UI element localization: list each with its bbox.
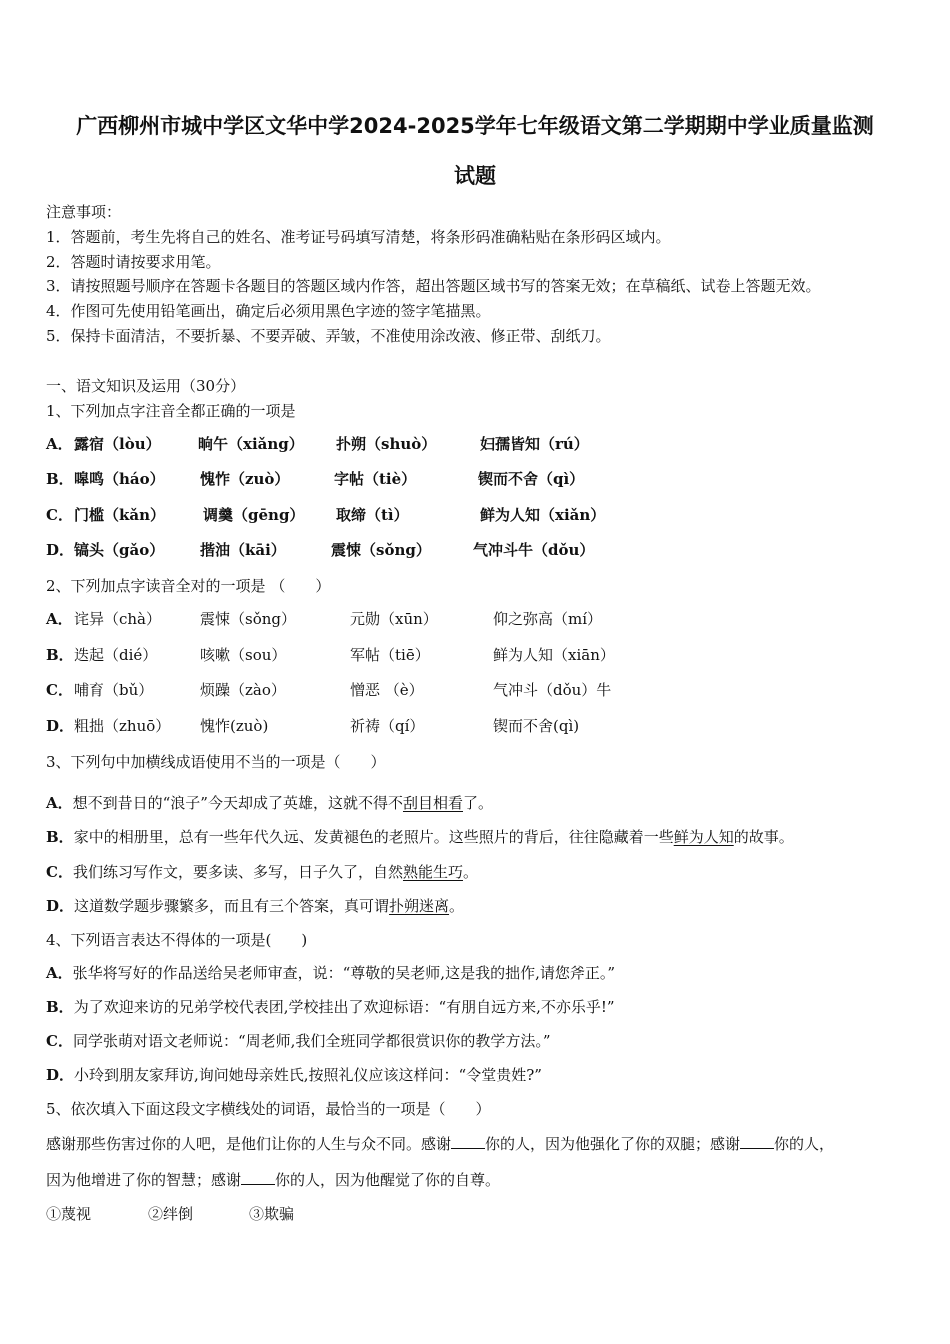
question-3-option-d [46,895,464,917]
question-5-passage-line-2 [46,1169,500,1191]
notice-item: 2．答题时请按要求用笔。 [46,253,221,271]
option-text-end: 。 [449,897,465,915]
option-text: 这道数学题步骤繁多，而且有三个答案，真可谓 [74,897,390,915]
option-text: 同学张萌对语文老师说：“周老师,我们全班同学都很赏识你的教学方法。” [72,1032,551,1050]
option-item: 元勋（xūn） [350,610,438,628]
option-item: 咳嗽（sou） [200,646,287,664]
underlined-idiom: 熟能生巧 [402,863,463,881]
option-label: A． [46,794,73,812]
option-item: 愧怍(zuò) [200,717,269,735]
option-text: 想不到昔日的“浪子”今天却成了英雄，这就不得不 [72,794,403,812]
passage-text: 因为他增进了你的智慧；感谢 [46,1171,242,1189]
option-text-end: 的故事。 [733,828,794,846]
choice-item: ③欺骗 [249,1205,295,1223]
option-label: B． [46,828,74,846]
option-item: 愧怍（zuò） [200,470,290,488]
fill-blank [451,1134,485,1149]
option-label: C． [46,1032,73,1050]
question-3-option-a [46,792,493,814]
option-label: D． [46,717,75,735]
option-item: 鲜为人知（xiān） [493,646,615,664]
question-3-stem: 3、下列句中加横线成语使用不当的一项是（ ） [46,753,386,771]
option-text: 我们练习写作文，要多读、多写，日子久了，自然 [72,863,403,881]
option-item: 镐头（gǎo） [74,541,165,559]
option-item: 扑朔（shuò） [336,435,437,453]
option-label: A． [46,610,73,628]
option-label: C． [46,681,73,699]
option-item: 震悚（sǒng） [331,541,431,559]
option-item: 锲而不舍（qì） [478,470,585,488]
underlined-idiom: 鲜为人知 [673,828,734,846]
passage-text: 你的人，因为他醒觉了你的自尊。 [275,1171,501,1189]
option-item: 锲而不舍(qì) [493,717,580,735]
question-4-option-c [46,1030,551,1052]
section-heading: 一、语文知识及运用（30分） [46,377,246,395]
option-label: B． [46,646,74,664]
option-item: 军帖（tiē） [350,646,430,664]
option-text: 为了欢迎来访的兄弟学校代表团,学校挂出了欢迎标语：“有朋自远方来,不亦乐乎!” [73,998,615,1016]
option-item: 烦躁（zào） [200,681,286,699]
notice-item: 1．答题前，考生先将自己的姓名、准考证号码填写清楚，将条形码准确粘贴在条形码区域内。 [46,228,671,246]
question-1-stem: 1、下列加点字注音全都正确的一项是 [46,402,296,420]
option-label: B． [46,470,74,488]
option-label: D． [46,897,75,915]
underlined-idiom: 刮目相看 [402,794,463,812]
option-item: 祈祷（qí） [350,717,425,735]
option-text: 家中的相册里，总有一些年代久远、发黄褪色的老照片。这些照片的背后，往往隐藏着一些 [73,828,674,846]
underlined-idiom: 扑朔迷离 [389,897,450,915]
option-item: 露宿（lòu） [74,435,161,453]
option-label: C． [46,506,73,524]
option-item: 鲜为人知（xiǎn） [480,506,606,524]
option-item: 门槛（kǎn） [74,506,166,524]
option-text-end: 了。 [463,794,494,812]
question-5-passage-line-1 [46,1133,834,1155]
question-3-option-c [46,861,478,883]
question-2-stem: 2、下列加点字读音全对的一项是 （ ） [46,577,331,595]
notice-item: 5．保持卡面清洁，不要折暴、不要弄破、弄皱，不准使用涂改液、修正带、刮纸刀。 [46,327,611,345]
question-3-option-b [46,826,794,848]
choice-item: ②绊倒 [148,1205,194,1223]
option-text-end: 。 [462,863,478,881]
option-item: 憎恶 （è） [350,681,424,699]
option-item: 诧异（chà） [74,610,162,628]
passage-text: 你的人，因为他强化了你的双腿；感谢 [485,1135,741,1153]
option-item: 迭起（dié） [74,646,158,664]
choice-item: ①蔑视 [46,1205,92,1223]
fill-blank [241,1170,275,1185]
option-item: 调羹（gēng） [203,506,305,524]
fill-blank [740,1134,774,1149]
option-label: A． [46,435,73,453]
option-item: 取缔（tì） [336,506,409,524]
option-item: 妇孺皆知（rú） [480,435,589,453]
option-item: 粗拙（zhuō） [74,717,171,735]
question-4-option-d [46,1064,542,1086]
passage-text: 感谢那些伤害过你的人吧，是他们让你的人生与众不同。感谢 [46,1135,452,1153]
page-title: 广西柳州市城中学区文华中学2024-2025学年七年级语文第二学期期中学业质量监测 [76,114,874,138]
option-text: 张华将写好的作品送给吴老师审查，说：“尊敬的吴老师,这是我的拙作,请您斧正。” [72,964,616,982]
question-4-stem: 4、下列语言表达不得体的一项是( ) [46,931,308,949]
option-item: 气冲斗牛（dǒu） [473,541,595,559]
option-item: 仰之弥高（mí） [493,610,603,628]
notice-heading: 注意事项： [46,203,122,221]
notice-item: 4．作图可先使用铅笔画出，确定后必须用黑色字迹的签字笔描黑。 [46,302,491,320]
question-4-option-b [46,996,615,1018]
option-label: D． [46,1066,75,1084]
option-label: D． [46,541,75,559]
option-item: 字帖（tiè） [334,470,417,488]
option-label: A． [46,964,73,982]
question-4-option-a [46,962,615,984]
passage-text: 你的人， [774,1135,835,1153]
page-title-continued: 试题 [454,164,496,188]
notice-item: 3．请按照题号顺序在答题卡各题目的答题区域内作答，超出答题区域书写的答案无效；在草稿纸、试卷上答题无效。 [46,277,821,295]
option-item: 晌午（xiǎng） [198,435,304,453]
question-5-stem: 5、依次填入下面这段文字横线处的词语，最恰当的一项是（ ） [46,1100,491,1118]
option-item: 气冲斗（dǒu）牛 [493,681,612,699]
option-item: 震悚（sǒng） [200,610,296,628]
option-item: 哺育（bǔ） [74,681,154,699]
option-label: B． [46,998,74,1016]
option-item: 嗥鸣（háo） [74,470,165,488]
option-label: C． [46,863,73,881]
option-item: 揩油（kāi） [200,541,286,559]
option-text: 小玲到朋友家拜访,询问她母亲姓氏,按照礼仪应该这样问：“令堂贵姓?” [74,1066,542,1084]
